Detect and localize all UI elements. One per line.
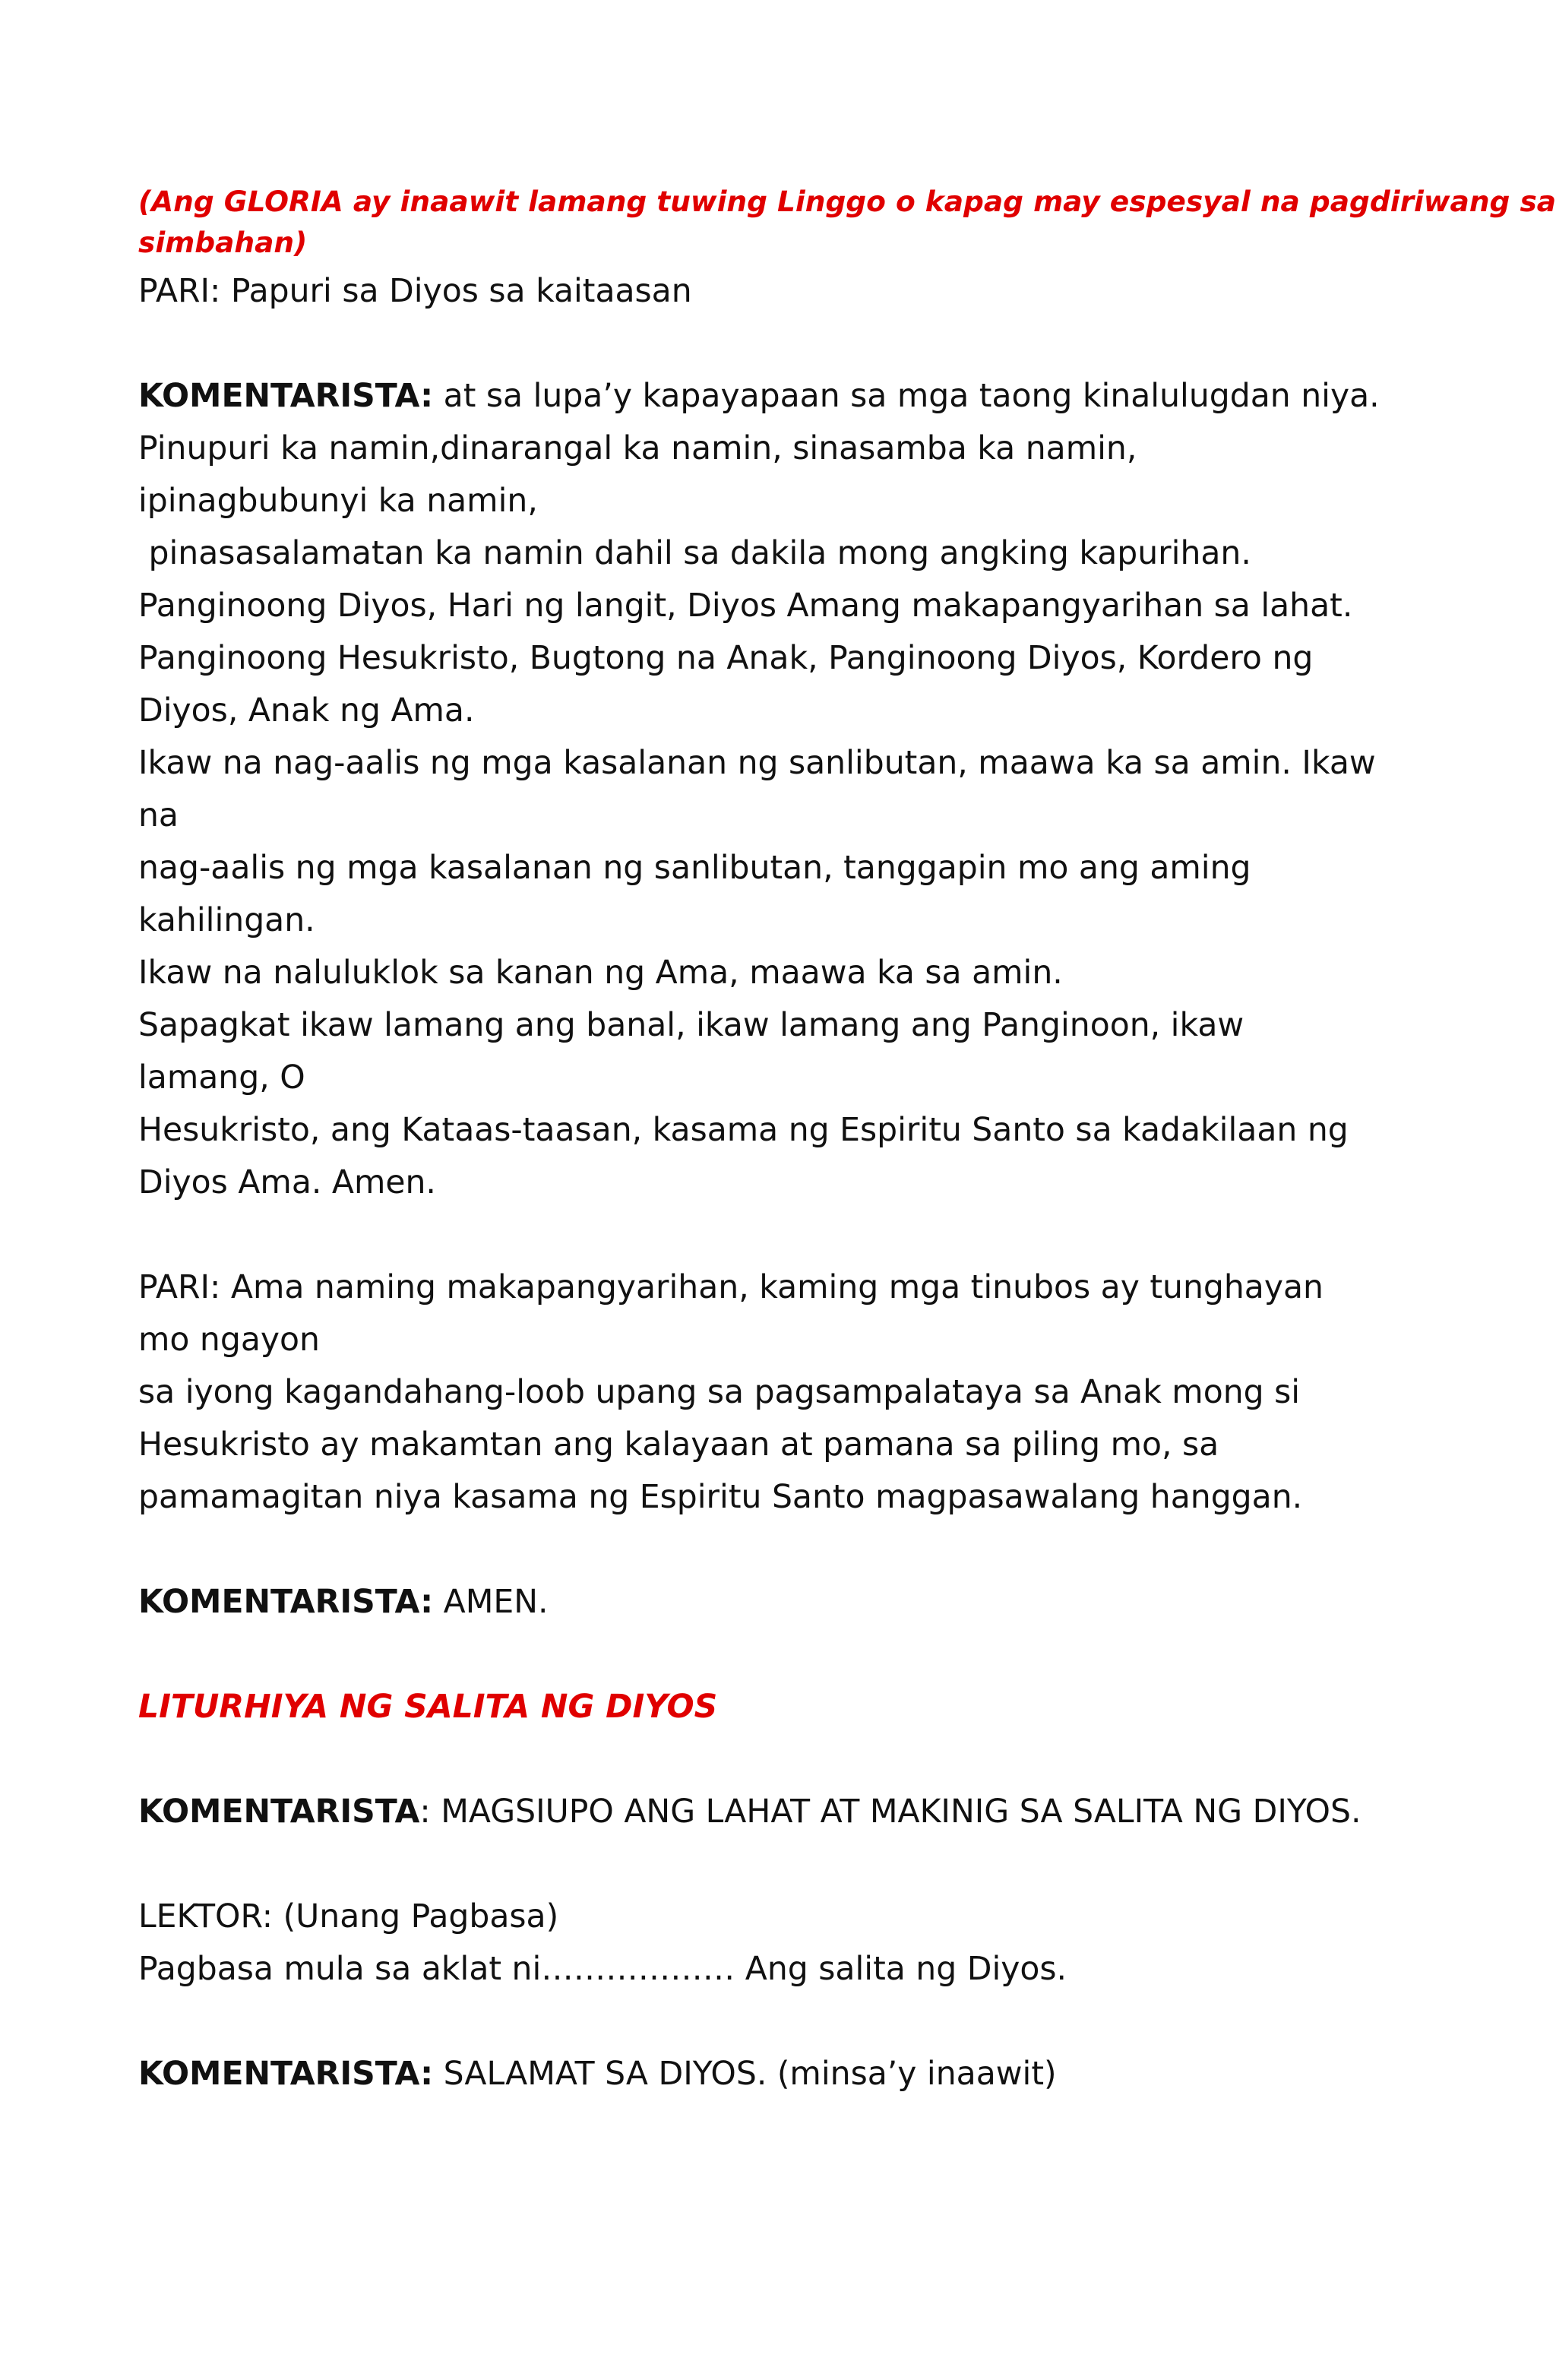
gloria-line: lamang, O bbox=[138, 1059, 305, 1097]
lektor-reading: Pagbasa mula sa aklat ni……………… Ang salita ng Diyos. bbox=[138, 1951, 1067, 1988]
speaker-label: KOMENTARISTA: bbox=[138, 378, 434, 415]
note-line: simbahan) bbox=[138, 226, 308, 259]
sit-instruction bbox=[138, 1786, 1430, 1838]
gloria-line: Diyos Ama. Amen. bbox=[138, 1164, 436, 1201]
gloria-line: Panginoong Hesukristo, Bugtong na Anak, Panginoong Diyos, Kordero ng bbox=[138, 640, 1314, 677]
document-page bbox=[138, 181, 1556, 2100]
gloria-line: Pinupuri ka namin,dinarangal ka namin, sinasamba ka namin, bbox=[138, 430, 1137, 467]
gloria-text bbox=[138, 370, 1430, 1209]
gloria-line: Panginoong Diyos, Hari ng langit, Diyos Amang makapangyarihan sa lahat. bbox=[138, 587, 1353, 625]
prayer-line: sa iyong kagandahang-loob upang sa pagsampalataya sa Anak mong si bbox=[138, 1374, 1301, 1411]
pari-intonation: PARI: Papuri sa Diyos sa kaitaasan bbox=[138, 273, 692, 310]
thanks-text: SALAMAT SA DIYOS. (minsa’y inaawit) bbox=[433, 2056, 1057, 2093]
prayer-line: mo ngayon bbox=[138, 1321, 320, 1359]
gloria-line: nag-aalis ng mga kasalanan ng sanlibutan, tanggapin mo ang aming bbox=[138, 850, 1251, 887]
prayer-line: Hesukristo ay makamtan ang kalayaan at pamana sa piling mo, sa bbox=[138, 1426, 1219, 1464]
amen-text: AMEN. bbox=[433, 1584, 549, 1621]
paragraph-gap bbox=[138, 1524, 1430, 1576]
prayer-line: pamamagitan niya kasama ng Espiritu Santo magpasawalang hanggan. bbox=[138, 1479, 1303, 1516]
paragraph-gap bbox=[138, 1628, 1430, 1681]
paragraph-gap bbox=[138, 1995, 1430, 2048]
gloria-line: ipinagbubunyi ka namin, bbox=[138, 483, 538, 520]
gloria-line: Hesukristo, ang Kataas-taasan, kasama ng Espiritu Santo sa kadakilaan ng bbox=[138, 1112, 1349, 1149]
gloria-line: Diyos, Anak ng Ama. bbox=[138, 692, 475, 730]
paragraph-gap bbox=[138, 318, 1430, 370]
gloria-line: Sapagkat ikaw lamang ang banal, ikaw lamang ang Panginoon, ikaw bbox=[138, 1007, 1244, 1044]
speaker-label: KOMENTARISTA: bbox=[138, 2056, 434, 2093]
gloria-line: Ikaw na nag-aalis ng mga kasalanan ng sanlibutan, maawa ka sa amin. Ikaw bbox=[138, 745, 1376, 782]
section-heading: LITURHIYA NG SALITA NG DIYOS bbox=[138, 1688, 718, 1726]
paragraph-gap bbox=[138, 1209, 1430, 1261]
speaker-label: KOMENTARISTA: bbox=[138, 1584, 434, 1621]
lektor-label: LEKTOR: (Unang Pagbasa) bbox=[138, 1898, 559, 1935]
gloria-line: kahilingan. bbox=[138, 902, 315, 939]
paragraph-gap bbox=[138, 1733, 1430, 1786]
prayer-line: PARI: Ama naming makapangyarihan, kaming mga tinubos ay tunghayan bbox=[138, 1269, 1324, 1306]
note-line: (Ang GLORIA ay inaawit lamang tuwing Linggo o kapag may espesyal na pagdiriwang sa bbox=[138, 185, 1556, 218]
pari-prayer bbox=[138, 1261, 1430, 1524]
paragraph-gap bbox=[138, 1838, 1430, 1891]
gloria-line: pinasasalamatan ka namin dahil sa dakila mong angking kapurihan. bbox=[138, 535, 1251, 572]
amen-response bbox=[138, 1576, 1430, 1628]
speaker-label: KOMENTARISTA bbox=[138, 1793, 420, 1831]
thanks-response bbox=[138, 2048, 1430, 2100]
gloria-first-line bbox=[138, 370, 1430, 423]
gloria-first-text: at sa lupa’y kapayapaan sa mga taong kinalulugdan niya. bbox=[433, 378, 1380, 415]
sit-text: : MAGSIUPO ANG LAHAT AT MAKINIG SA SALITA NG DIYOS. bbox=[419, 1793, 1362, 1831]
gloria-line: na bbox=[138, 797, 179, 834]
gloria-line: Ikaw na naluluklok sa kanan ng Ama, maawa ka sa amin. bbox=[138, 954, 1063, 992]
gloria-note bbox=[138, 181, 1556, 263]
lektor-block bbox=[138, 1891, 1430, 1995]
